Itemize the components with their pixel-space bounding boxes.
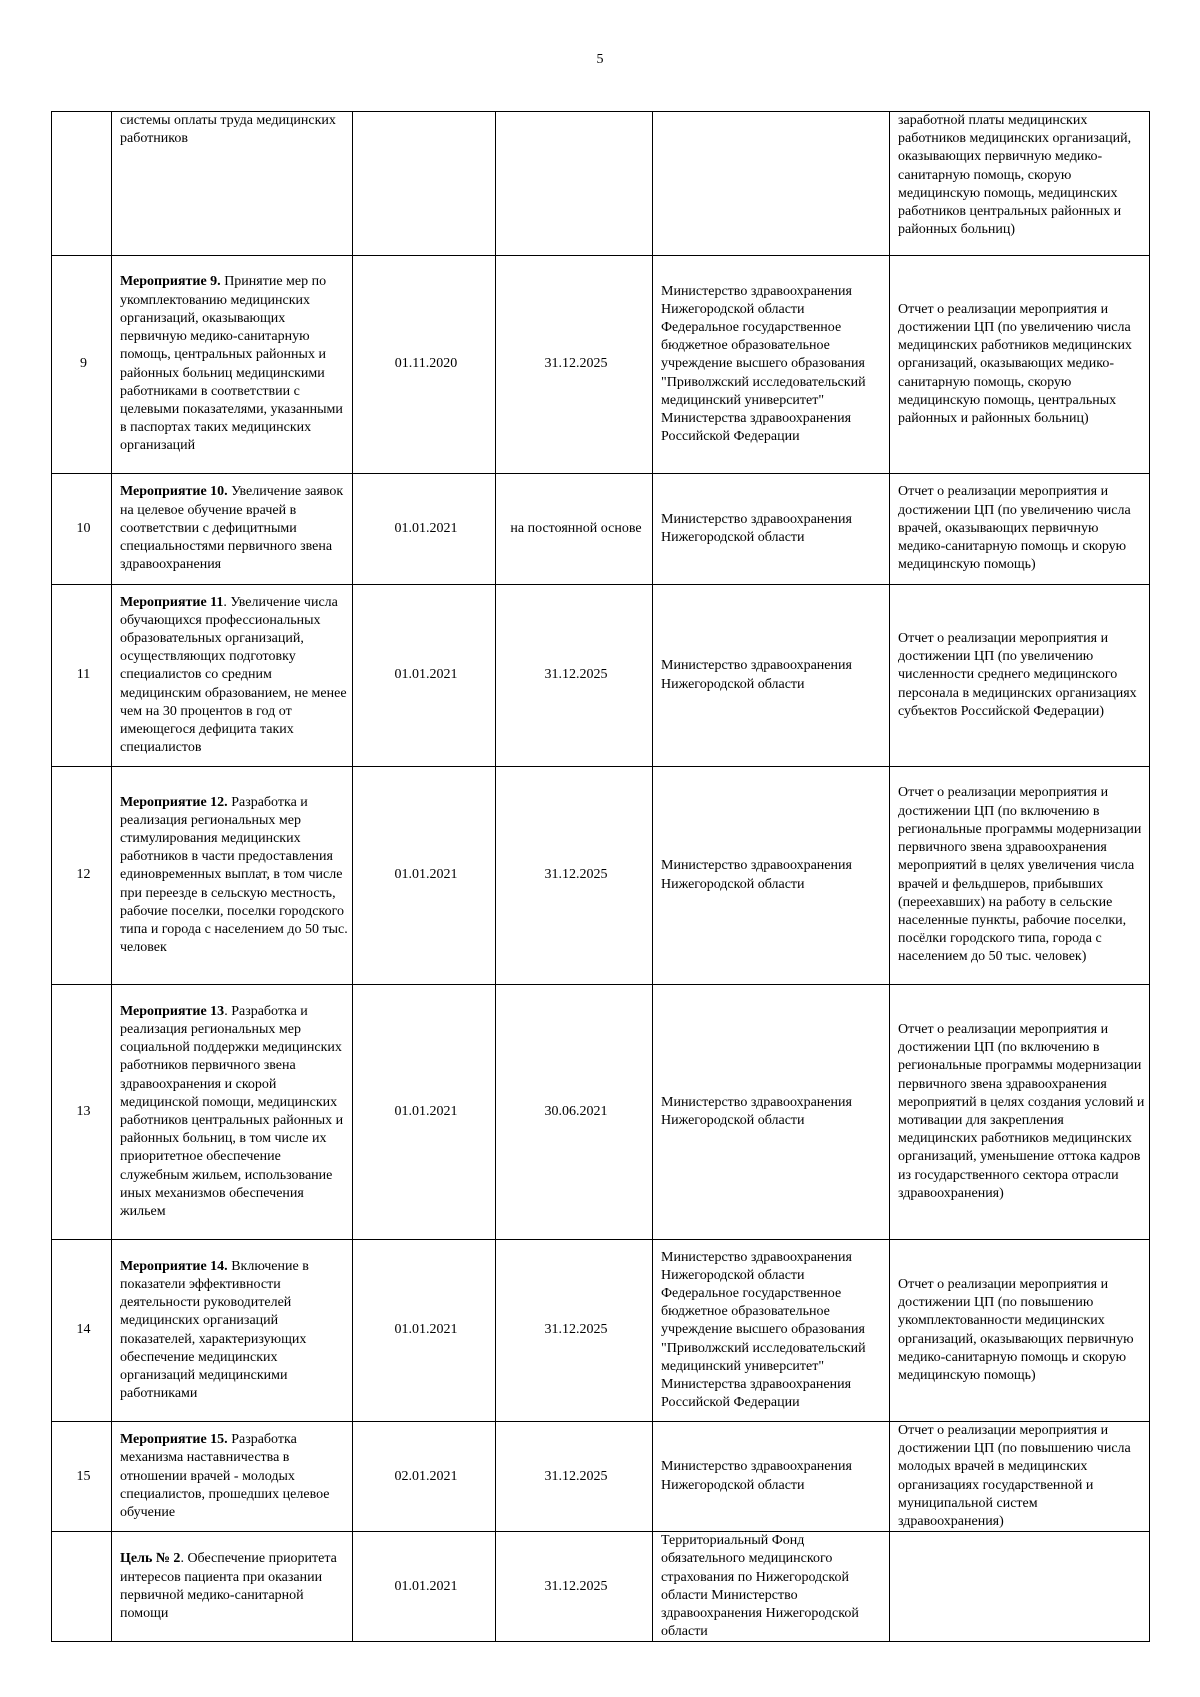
row-number: 12: [52, 767, 112, 985]
row-number: 10: [52, 474, 112, 585]
table-row: [52, 985, 1150, 1240]
report-cell: Отчет о реализации мероприятия и достижении ЦП (по повышению числа молодых врачей в медицинских организациях государственной и муниципальной систем здравоохранения): [890, 1422, 1150, 1532]
table-row: [52, 474, 1150, 585]
responsible-cell: Министерство здравоохранения Нижегородской области: [653, 985, 890, 1240]
event-title: Мероприятие 13: [120, 1003, 225, 1019]
event-text: Включение в показатели эффективности деятельности руководителей медицинских организаций показателей, характеризующих обеспечение медицинских организаций медицинскими работниками: [120, 1258, 309, 1402]
row-number: 15: [52, 1422, 112, 1532]
row-number: [52, 1532, 112, 1642]
row-number: [52, 112, 112, 256]
start-date: 01.01.2021: [353, 1532, 496, 1642]
event-cell: [112, 112, 353, 256]
responsible-cell: Министерство здравоохранения Нижегородской области: [653, 585, 890, 767]
event-text: . Увеличение числа обучающихся профессиональных образовательных организаций, осуществляющих подготовку специалистов со средним медицинским образованием, не менее чем на 30 процентов в год от имеющегося дефицита таких специалистов: [120, 594, 347, 756]
event-text: Принятие мер по укомплектованию медицинских организаций, оказывающих первичную медико-санитарную помощь, центральных районных и районных больниц медицинскими работниками в соответствии с целевыми показателями, указанными в паспортах таких медицинских организаций: [120, 274, 343, 454]
event-cell: [112, 474, 353, 585]
event-text: . Обеспечение приоритета интересов пациента при оказании первичной медико-санитарной помощи: [120, 1551, 337, 1622]
event-title: Мероприятие 9.: [120, 274, 221, 290]
event-text: системы оплаты труда медицинских работников: [120, 113, 336, 147]
end-date: 31.12.2025: [496, 1240, 653, 1422]
report-cell: Отчет о реализации мероприятия и достижении ЦП (по повышению укомплектованности медицинских организаций, оказывающих первичную медико-санитарную помощь и скорую медицинскую помощь): [890, 1240, 1150, 1422]
event-cell: [112, 767, 353, 985]
event-cell: [112, 1422, 353, 1532]
event-text: . Разработка и реализация региональных мер социальной поддержки медицинских работников первичного звена здравоохранения и скорой медицинской помощи, медицинских работников центральных районных и районных больниц, в том числе их приоритетное обеспечение служебным жильем, использование иных механизмов обеспечения жильем: [120, 1003, 344, 1220]
event-text: Увеличение заявок на целевое обучение врачей в соответствии с дефицитными специальностями первичного звена здравоохранения: [120, 484, 344, 573]
table-row: [52, 112, 1150, 256]
end-date: 30.06.2021: [496, 985, 653, 1240]
row-number: 9: [52, 256, 112, 474]
start-date: [353, 112, 496, 256]
row-number: 11: [52, 585, 112, 767]
table-row: [52, 585, 1150, 767]
start-date: 01.01.2021: [353, 985, 496, 1240]
event-text: Разработка механизма наставничества в отношении врачей - молодых специалистов, прошедших целевое обучение: [120, 1432, 330, 1520]
report-cell: Отчет о реализации мероприятия и достижении ЦП (по увеличению числа врачей, оказывающих первичную медико-санитарную помощь и скорую медицинскую помощь): [890, 474, 1150, 585]
end-date: 31.12.2025: [496, 1532, 653, 1642]
table-row: [52, 767, 1150, 985]
event-title: Мероприятие 15.: [120, 1432, 228, 1448]
report-cell: [890, 1532, 1150, 1642]
event-title: Цель № 2: [120, 1551, 181, 1567]
start-date: 01.01.2021: [353, 767, 496, 985]
event-cell: [112, 985, 353, 1240]
start-date: 01.11.2020: [353, 256, 496, 474]
end-date: 31.12.2025: [496, 585, 653, 767]
responsible-cell: [653, 112, 890, 256]
event-text: Разработка и реализация региональных мер стимулирования медицинских работников в части предоставления единовременных выплат, в том числе при переезде в сельскую местность, рабочие поселки, поселки городского типа и города с населением до 50 тыс. человек: [120, 794, 348, 956]
row-number: 14: [52, 1240, 112, 1422]
start-date: 01.01.2021: [353, 474, 496, 585]
start-date: 01.01.2021: [353, 1240, 496, 1422]
responsible-cell: Территориальный Фонд обязательного медицинского страхования по Нижегородской области Министерство здравоохранения Нижегородской области: [653, 1532, 890, 1642]
end-date: 31.12.2025: [496, 256, 653, 474]
event-title: Мероприятие 11: [120, 594, 224, 610]
event-cell: [112, 256, 353, 474]
activities-table: [51, 111, 1150, 1642]
end-date: на постоянной основе: [496, 474, 653, 585]
report-cell: заработной платы медицинских работников медицинских организаций, оказывающих первичную медико-санитарную помощь, скорую медицинскую помощь, медицинских работников центральных районных и районных больниц): [890, 112, 1150, 256]
report-cell: Отчет о реализации мероприятия и достижении ЦП (по включению в региональные программы модернизации первичного звена здравоохранения мероприятий в целях создания условий и мотивации для закрепления медицинских работников медицинских организаций, уменьшение оттока кадров из государственного сектора отрасли здравоохранения): [890, 985, 1150, 1240]
event-cell: [112, 585, 353, 767]
table-row: [52, 1422, 1150, 1532]
responsible-cell: Министерство здравоохранения Нижегородской области: [653, 767, 890, 985]
start-date: 02.01.2021: [353, 1422, 496, 1532]
event-title: Мероприятие 14.: [120, 1258, 228, 1274]
event-title: Мероприятие 12.: [120, 794, 228, 810]
responsible-cell: Министерство здравоохранения Нижегородской области Федеральное государственное бюджетное образовательное учреждение высшего образования "Приволжский исследовательский медицинский университет" Министерства здравоохранения Российской Федерации: [653, 256, 890, 474]
row-number: 13: [52, 985, 112, 1240]
event-title: Мероприятие 10.: [120, 484, 228, 500]
page-number: 5: [596, 52, 604, 67]
end-date: [496, 112, 653, 256]
responsible-cell: Министерство здравоохранения Нижегородской области Федеральное государственное бюджетное образовательное учреждение высшего образования "Приволжский исследовательский медицинский университет" Министерства здравоохранения Российской Федерации: [653, 1240, 890, 1422]
table-row: [52, 1532, 1150, 1642]
report-cell: Отчет о реализации мероприятия и достижении ЦП (по увеличению численности среднего медицинского персонала в медицинских организациях субъектов Российской Федерации): [890, 585, 1150, 767]
table-row: [52, 256, 1150, 474]
responsible-cell: Министерство здравоохранения Нижегородской области: [653, 1422, 890, 1532]
end-date: 31.12.2025: [496, 767, 653, 985]
end-date: 31.12.2025: [496, 1422, 653, 1532]
event-cell: [112, 1532, 353, 1642]
event-cell: [112, 1240, 353, 1422]
start-date: 01.01.2021: [353, 585, 496, 767]
report-cell: Отчет о реализации мероприятия и достижении ЦП (по увеличению числа медицинских работников медицинских организаций, оказывающих медико-санитарную помощь, скорую медицинскую помощь, центральных районных и районных больниц): [890, 256, 1150, 474]
table-row: [52, 1240, 1150, 1422]
report-cell: Отчет о реализации мероприятия и достижении ЦП (по включению в региональные программы модернизации первичного звена здравоохранения мероприятий в целях увеличения числа врачей и фельдшеров, прибывших (переехавших) на работу в сельские населенные пункты, рабочие поселки, посёлки городского типа, города с населением до 50 тыс. человек): [890, 767, 1150, 985]
responsible-cell: Министерство здравоохранения Нижегородской области: [653, 474, 890, 585]
